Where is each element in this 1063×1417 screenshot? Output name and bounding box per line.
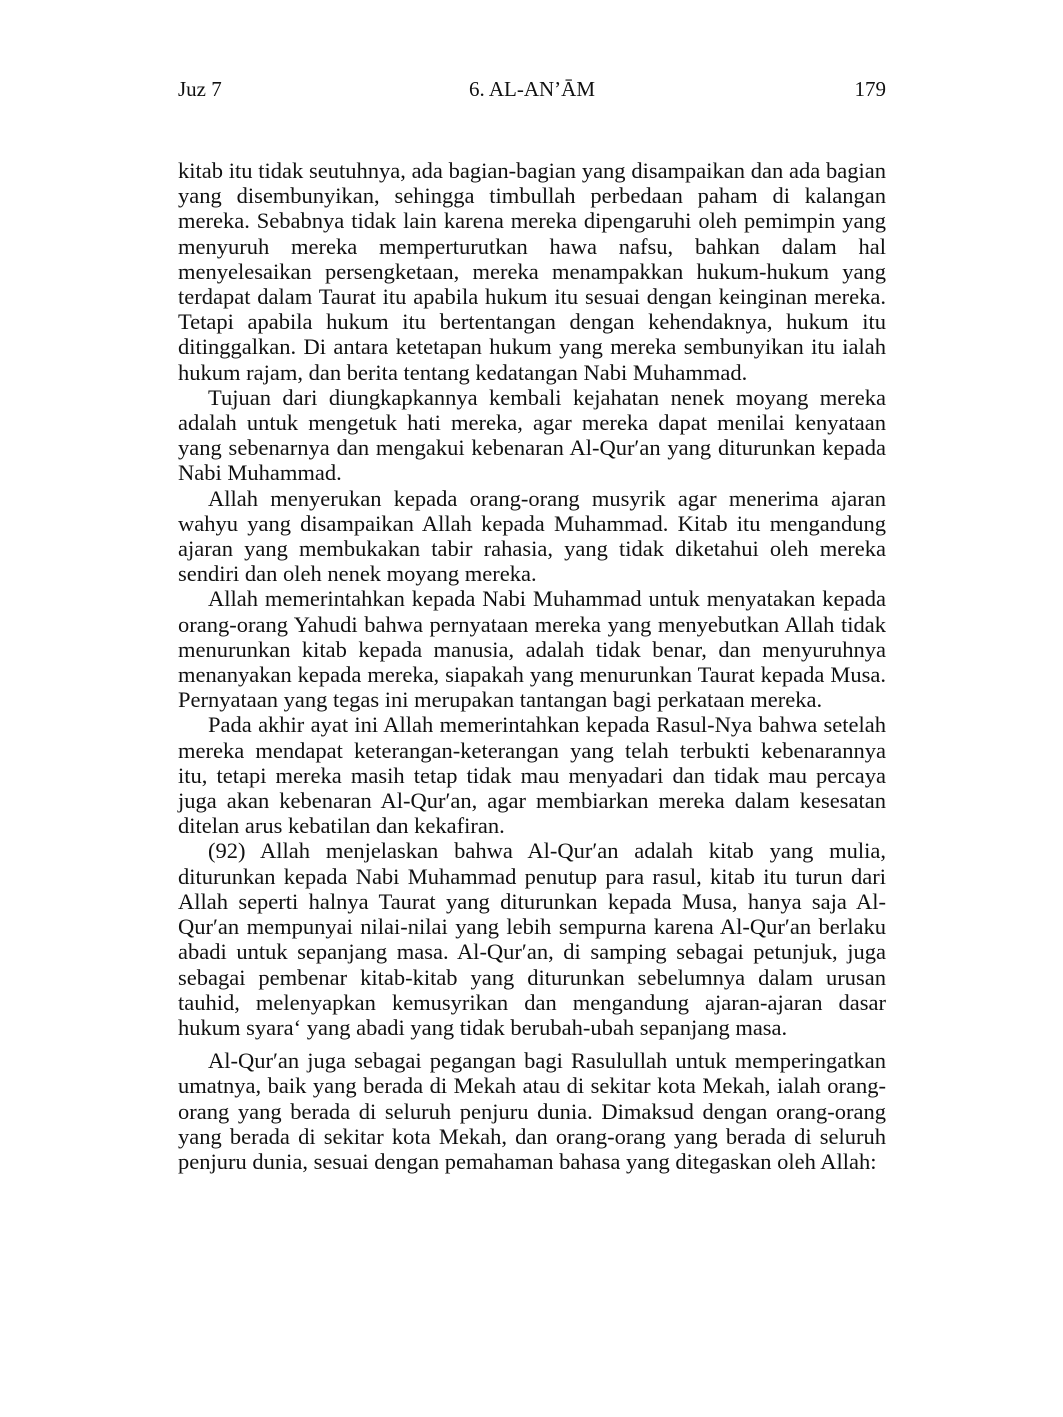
juz-label: Juz 7 [178,77,222,101]
paragraph: Al-Qur′an juga sebagai pegangan bagi Rasulullah untuk memperingatkan umatnya, baik yang berada di Mekah atau di sekitar kota Mekah, ialah orang-orang yang berada di seluruh penjuru dunia. Dimaksud dengan orang-orang yang berada di sekitar kota Mekah, dan orang-orang yang berada di seluruh penjuru dunia, sesuai dengan pemahaman bahasa yang ditegaskan oleh Allah: [178,1048,886,1174]
page-number: 179 [854,77,886,101]
paragraph-verse-92: (92) Allah menjelaskan bahwa Al-Qur′an adalah kitab yang mulia, diturunkan kepada Nabi Muhammad penutup para rasul, kitab itu turun dari Allah seperti halnya Taurat yang diturunkan kepada Musa, hanya saja Al-Qur′an mempunyai nilai-nilai yang lebih sempurna karena Al-Qur′an berlaku abadi untuk sepanjang masa. Al-Qur′an, di samping sebagai petunjuk, juga sebagai pembenar kitab-kitab yang diturunkan sebelumnya dalam urusan tauhid, melenyapkan kemusyrikan dan mengandung ajaran-ajaran dasar hukum syara‘ yang abadi yang tidak berubah-ubah sepanjang masa. [178,838,886,1040]
paragraph: Tujuan dari diungkapkannya kembali kejahatan nenek moyang mereka adalah untuk mengetuk hati mereka, agar mereka dapat menilai kenyataan yang sebenarnya dan mengakui kebenaran Al-Qur′an yang diturunkan kepada Nabi Muhammad. [178,384,886,486]
surah-title: 6. AL-AN’ĀM [469,77,595,101]
paragraph: Allah memerintahkan kepada Nabi Muhammad untuk menyatakan kepada orang-orang Yahudi bahwa pernyataan mereka yang menyebutkan Allah tidak menurunkan kitab kepada manusia, adalah tidak benar, dan menyuruhnya menanyakan kepada mereka, siapakah yang menurunkan Taurat kepada Musa. Pernyataan yang tegas ini merupakan tantangan bagi perkataan mereka. [178,586,886,713]
paragraph-continuation: kitab itu tidak seutuhnya, ada bagian-bagian yang disampaikan dan ada bagian yang disembunyikan, sehingga timbullah perbedaan paham di kalangan mereka. Sebabnya tidak lain karena mereka dipengaruhi oleh pemimpin yang menyuruh mereka memperturutkan hawa nafsu, bahkan dalam hal menyelesaikan persengketaan, mereka menampakkan hukum-hukum yang terdapat dalam Taurat itu apabila hukum itu sesuai dengan keinginan mereka. Tetapi apabila hukum itu bertentangan dengan kehendaknya, hukum itu ditinggalkan. Di antara ketetapan hukum yang mereka sembunyikan itu ialah hukum rajam, dan berita tentang kedatangan Nabi Muhammad. [178,158,886,385]
paragraph: Allah menyerukan kepada orang-orang musyrik agar menerima ajaran wahyu yang disampaikan Allah kepada Muhammad. Kitab itu mengandung ajaran yang membukakan tabir rahasia, yang tidak diketahui oleh mereka sendiri dan oleh nenek moyang mereka. [178,485,886,587]
body-text [178,158,886,1174]
page-header [178,76,886,102]
paragraph: Pada akhir ayat ini Allah memerintahkan kepada Rasul-Nya bahwa setelah mereka mendapat keterangan-keterangan yang telah terbukti kebenarannya itu, tetapi mereka masih tetap tidak mau menyadari dan tidak mau percaya juga akan kebenaran Al-Qur′an, agar membiarkan mereka dalam kesesatan ditelan arus kebatilan dan kekafiran. [178,712,886,839]
